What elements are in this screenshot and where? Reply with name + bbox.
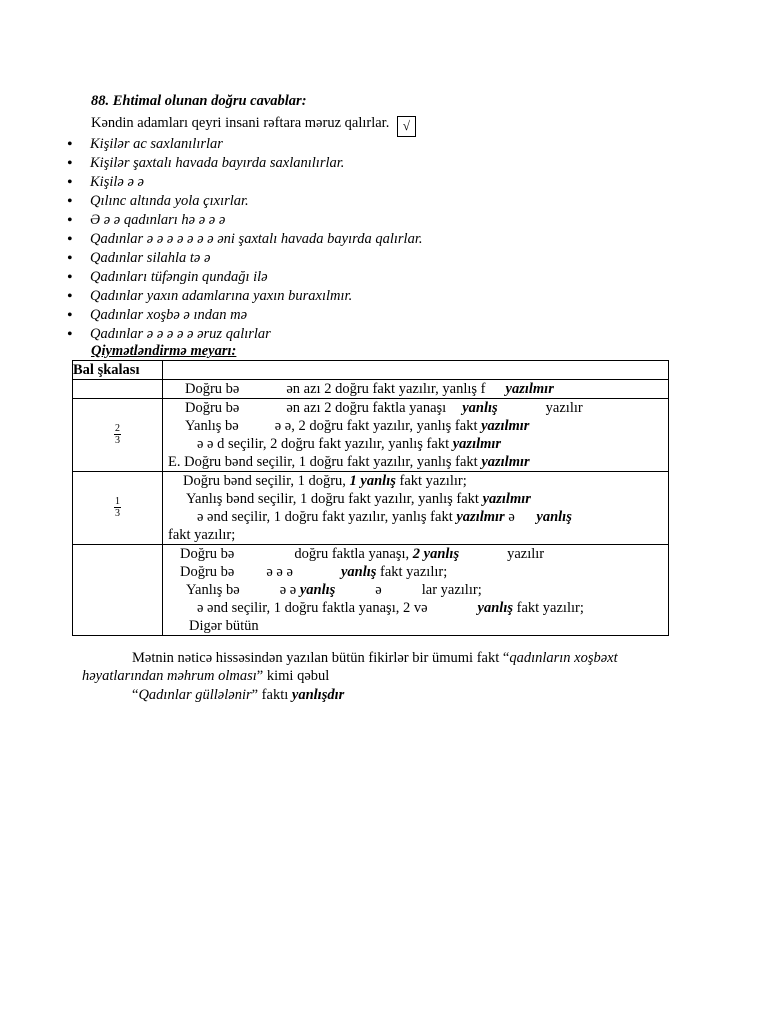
criteria-line: Doğru bənd seçilir, 1 doğru, 1 yanlış fakt yazılır; <box>183 473 467 489</box>
criteria-line: fakt yazılır; <box>168 527 236 543</box>
criteria-line: Doğru bə doğru faktla yanaşı, 2 yanlış yazılır <box>180 546 545 562</box>
score-cell <box>73 380 163 399</box>
list-item: • Qadınlar silahla tə ə <box>67 249 423 268</box>
scoring-table <box>72 360 669 636</box>
conclusion-line-2: həyatlarından məhrum olması” kimi qəbul <box>82 668 330 684</box>
criteria-text: ən azı 2 doğru fakt yazılır, yanlış f <box>286 381 486 397</box>
criteria-line: ə ənd seçilir, 1 doğru fakt yazılır, yanlış fakt yazılmır ə yanlış <box>197 509 572 525</box>
statement-text: Kəndin adamları qeyri insani rəftara məruz qalırlar. <box>91 115 390 131</box>
list-item: • Qadınları tüfəngin qundağı ilə <box>67 268 423 287</box>
header-cell-empty <box>163 361 669 380</box>
criteria-cell <box>163 380 669 399</box>
score-cell <box>73 545 163 636</box>
list-item: • Qadınlar yaxın adamlarına yaxın buraxılmır. <box>67 287 423 306</box>
criteria-cell <box>163 472 669 545</box>
list-item: • Qadınlar ə ə ə ə ə əruz qalırlar <box>67 325 423 344</box>
criteria-line: Digər bütün <box>189 618 259 634</box>
list-item: • Kişilər ac saxlanılırlar <box>67 135 423 154</box>
list-item: • Ə ə ə qadınları hə ə ə ə <box>67 211 423 230</box>
criteria-line: E. Doğru bənd seçilir, 1 doğru fakt yazılır, yanlış fakt yazılmır <box>168 454 530 470</box>
list-item: • Kişilər şaxtalı havada bayırda saxlanılırlar. <box>67 154 423 173</box>
table-row <box>73 545 669 636</box>
table-row <box>73 380 669 399</box>
criteria-text: Doğru bə <box>185 381 240 397</box>
conclusion-line-1: Mətnin nəticə hissəsindən yazılan bütün fikirlər bir ümumi fakt “qadınların xoşbəxt <box>132 650 618 666</box>
question-statement <box>91 115 416 137</box>
criteria-line: Yanlış bənd seçilir, 1 doğru fakt yazılır, yanlış fakt yazılmır <box>186 491 531 507</box>
criteria-line: ə ə d seçilir, 2 doğru fakt yazılır, yanlış fakt yazılmır <box>197 436 502 452</box>
criteria-line: ə ənd seçilir, 1 doğru faktla yanaşı, 2 və yanlış fakt yazılır; <box>197 600 584 616</box>
list-item: • Qadınlar xoşbə ə ından mə <box>67 306 423 325</box>
score-cell <box>73 399 163 472</box>
list-item: • Qılınc altında yola çıxırlar. <box>67 192 423 211</box>
answer-list <box>67 135 423 344</box>
table-header-row <box>73 361 669 380</box>
question-title: 88. Ehtimal olunan doğru cavablar: <box>91 93 307 109</box>
criteria-cell <box>163 399 669 472</box>
table-row <box>73 399 669 472</box>
list-item: • Kişilə ə ə <box>67 173 423 192</box>
criteria-line <box>163 380 668 398</box>
criteria-cell <box>163 545 669 636</box>
criteria-emph: yazılmır <box>505 381 554 397</box>
criteria-title: Qiymətləndirmə meyarı: <box>91 343 237 359</box>
list-item: • Qadınlar ə ə ə ə ə ə ə əni şaxtalı havada bayırda qalırlar. <box>67 230 423 249</box>
criteria-line: Yanlış bə ə ə, 2 doğru fakt yazılır, yanlış fakt yazılmır <box>185 418 530 434</box>
criteria-line: Doğru bə ə ə ə yanlış fakt yazılır; <box>180 564 448 580</box>
score-fraction: $\frac{2}{3}$ <box>115 422 120 446</box>
scale-header: Bal şkalası <box>73 362 140 378</box>
score-fraction: $\frac{1}{3}$ <box>115 495 120 519</box>
score-cell <box>73 472 163 545</box>
table-row <box>73 472 669 545</box>
header-cell <box>73 361 163 380</box>
conclusion-line-3: “Qadınlar güllələnir” faktı yanlışdır <box>132 687 345 703</box>
criteria-line: Yanlış bə ə ə yanlış ə lar yazılır; <box>186 582 482 598</box>
criteria-line: Doğru bə ən azı 2 doğru faktla yanaşı yanlış yazılır <box>185 400 583 416</box>
check-mark-box: √ <box>397 116 416 137</box>
